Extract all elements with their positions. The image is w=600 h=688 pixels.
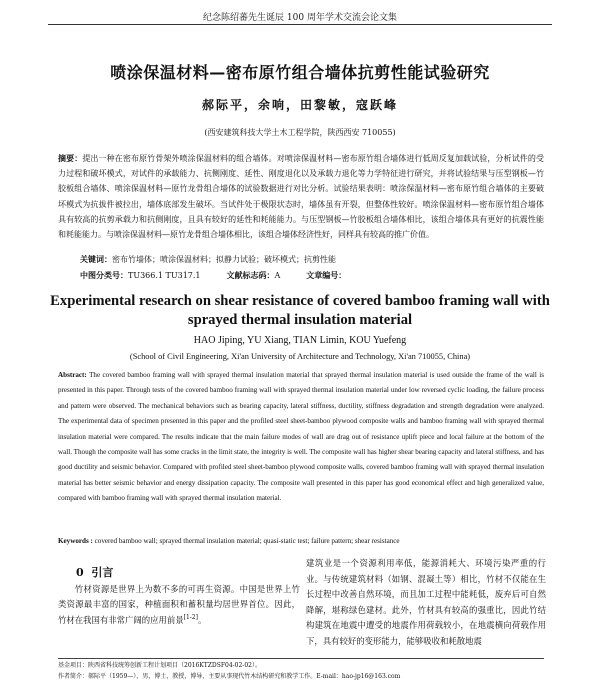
section-paragraph-left: [58, 582, 300, 627]
chinese-abstract-text: 提出一种在密布原竹骨架外喷涂保温材料的组合墙体。对喷涂保温材料—密布原竹组合墙体进行低周反复加载试验，分析试件的受力过程和破坏模式，对试件的承载能力、抗侧刚度、延性、刚度退化以及承载力退化等力学特征进行研究，并将试验结果与压型钢板—竹胶板组合墙体、喷涂保温材料—原竹龙骨组合墙体的试验数据进行对比分析。试验结果表明：喷涂保温材料—密布原竹组合墙体的主要破坏模式为抗拔件被拉出，墙体底部发生破坏。当试件处于极限状态时，墙体虽有开裂，但整体性较好。喷涂保温材料—密布原竹组合墙体具有较高的抗剪承载力和抗侧刚度，且具有较好的延性和耗能能力。与压型钢板—竹胶板组合墙体相比，该组合墙体具有更好的抗震性能和耗能能力。与喷涂保温材料—原竹龙骨组合墙体相比，该组合墙体经济性好，同样具有较高的推广价值。: [58, 154, 545, 240]
footnote-rule: [58, 658, 544, 659]
document-code-value: A: [274, 271, 281, 280]
clc-value: TU366.1 TU317.1: [128, 271, 201, 280]
english-abstract: [58, 368, 544, 507]
funding-footnote: 基金项目：陕西省科技统筹创新工程计划项目（2016KTZDSF04-02-02）。: [58, 662, 261, 669]
english-title-line-2: sprayed thermal insulation material: [187, 312, 413, 328]
left-paragraph-end: 。: [197, 614, 207, 625]
english-keywords-text: covered bamboo wall; sprayed thermal insulation material; quasi-static test; failure pattern; shear resistance: [94, 537, 400, 545]
document-code-label: 文献标志码：: [226, 271, 275, 280]
author-footnote: 作者简介：郝际平（1959—），男，博士，教授，博导，主要从事现代竹木结构研究和教学工作。E-mail：hao-jp16@163.com: [58, 673, 401, 680]
citation: [1-2]: [183, 614, 198, 621]
document-code: [227, 270, 281, 281]
chinese-abstract: [58, 151, 544, 242]
clc-code: [80, 270, 201, 281]
english-title: [40, 292, 560, 330]
chinese-keywords: [80, 254, 550, 265]
body-right-column: 建筑业是一个资源利用率低，能源消耗大、环境污染严重的行业。与传统建筑材料（如钢、混凝土等）相比，竹材不仅能在生长过程中改善自然环境，而且加工过程中能耗低，废弃后可自然降解，堪称绿色建材。此外，竹材具有较高的强重比，因此竹结构建筑在地震中遭受的地震作用荷载较小，在地震横向荷载作用下，具有较好的变形能力，能够吸收和耗散地震: [306, 558, 546, 646]
english-keywords-label: Keywords :: [58, 537, 93, 545]
chinese-title: 喷涂保温材料—密布原竹组合墙体抗剪性能试验研究: [110, 63, 490, 82]
left-paragraph-text: 竹材资源是世界上为数不多的可再生资源。中国是世界上竹类资源最丰富的国家，种植面积和蓄积量均居世界首位。因此，竹材在我国有非常广阔的应用前景: [58, 584, 300, 625]
running-head: 纪念陈绍蕃先生诞辰 100 周年学术交流会论文集: [203, 13, 397, 23]
english-affiliation: (School of Civil Engineering, Xi'an University of Architecture and Technology, Xi'an 710055, China): [129, 352, 471, 361]
section-number: 0: [76, 566, 84, 579]
chinese-affiliation: (西安建筑科技大学土木工程学院，陕西西安 710055): [204, 128, 396, 137]
english-abstract-text: The covered bamboo framing wall with sprayed thermal insulation material that sprayed thermal insulation material is used outside the frame of the wall is presented in this paper. Through tests of the covered bamboo framing wall with sprayed thermal insulation material under low reversed cyclic loading, the failure process and pattern were observed. The mechanical behaviors such as bearing capacity, lateral stiffness, ductility, stiffness degradation and strength degradation were analyzed. The experimental data of specimen presented in this paper and the profiled steel sheet-bamboo plywood composite walls and bamboo framing wall with sprayed thermal insulation material were compared. The results indicate that the main failure modes of wall are drag out of resistance uplift piece and local failure at the bottom of the wall. Though the composite wall has some cracks in the limit state, the integrity is well. The composite wall has higher shear bearing capacity and lateral stiffness, and has good ductility and seismic behavior. Compared with profiled steel sheet-bamboo plywood composite walls, covered bamboo framing wall with sprayed thermal insulation material has better seismic behavior and energy dissipation capacity. The composite wall presented in this paper has good economical effect and high generalized value, compared with bamboo framing wall with sprayed thermal insulation material.: [58, 371, 544, 503]
english-authors: HAO Jiping, YU Xiang, TIAN Limin, KOU Yuefeng: [193, 335, 407, 346]
article-number-label: 文章编号：: [306, 271, 347, 280]
english-title-line-1: Experimental research on shear resistance of covered bamboo framing wall with: [50, 293, 550, 309]
clc-label: 中图分类号：: [80, 271, 128, 280]
english-abstract-label: Abstract:: [58, 371, 87, 379]
english-keywords: [58, 537, 544, 545]
section-title: 引言: [91, 566, 114, 579]
chinese-authors: 郝际平，余响，田黎敏，寇跃峰: [201, 98, 398, 112]
section-heading: [76, 564, 113, 580]
classification-line: [80, 270, 550, 281]
header-rule: [48, 24, 552, 25]
chinese-keywords-label: 关键词：: [80, 255, 112, 264]
footnotes: [58, 660, 544, 682]
chinese-keywords-text: 密布竹墙体；喷涂保温材料；拟静力试验；破坏模式；抗剪性能: [112, 255, 336, 264]
chinese-abstract-label: 摘要：: [58, 154, 83, 163]
